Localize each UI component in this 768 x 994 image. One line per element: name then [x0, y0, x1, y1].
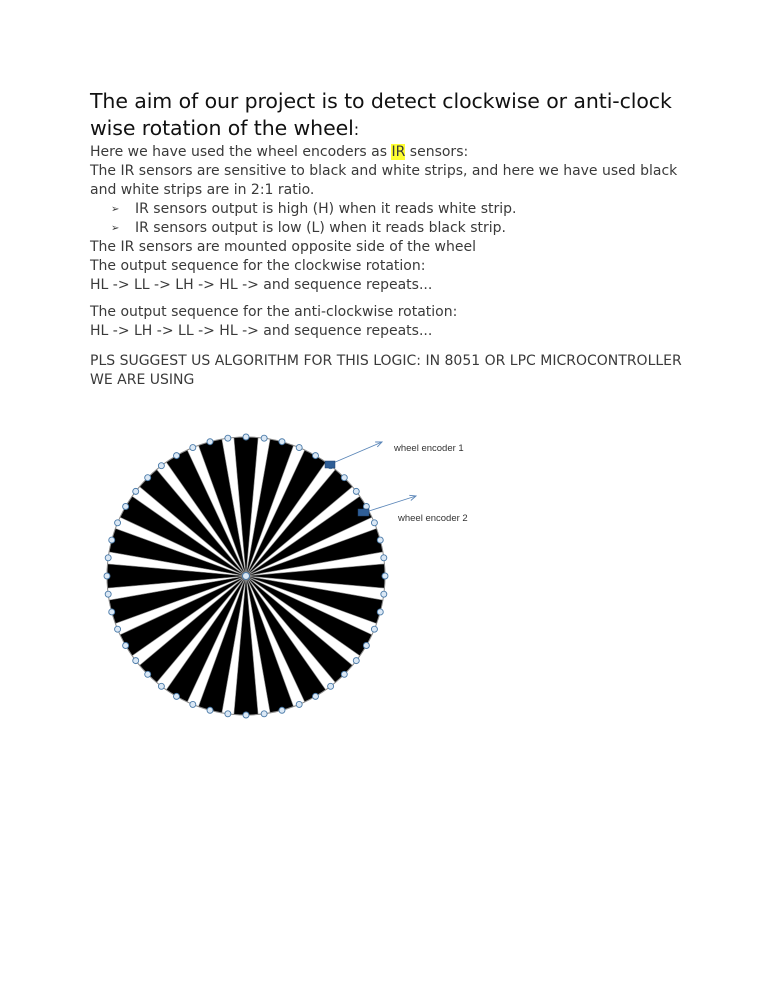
vertex-handle	[279, 707, 285, 713]
vertex-handle	[377, 537, 383, 543]
document-heading	[90, 88, 690, 143]
vertex-handle	[190, 701, 196, 707]
heading-line-1: The aim of our project is to detect clockwise or anti-clock	[90, 89, 672, 113]
vertex-handle	[328, 683, 334, 689]
sensitivity-paragraph	[90, 162, 690, 200]
document-body	[90, 88, 690, 390]
clockwise-sequence: HL -> LL -> LH -> HL -> and sequence repeats...	[90, 277, 433, 293]
vertex-handle	[296, 445, 302, 451]
vertex-handle	[133, 658, 139, 664]
sensitivity-line-2: and white strips are in 2:1 ratio.	[90, 182, 315, 198]
vertex-handle	[243, 434, 249, 440]
encoder-2-sensor	[358, 509, 369, 516]
anticlockwise-sequence: HL -> LH -> LL -> HL -> and sequence repeats...	[90, 323, 433, 339]
vertex-handle	[382, 573, 388, 579]
vertex-handle	[145, 671, 151, 677]
vertex-handle	[243, 712, 249, 718]
vertex-handle	[225, 435, 231, 441]
vertex-handle	[190, 445, 196, 451]
heading-colon: :	[353, 120, 359, 139]
intro-prefix: Here we have used the wheel encoders as	[90, 144, 392, 160]
intro-paragraph	[90, 143, 690, 162]
vertex-handle	[104, 573, 110, 579]
anticlockwise-label: The output sequence for the anti-clockwise rotation:	[90, 304, 458, 320]
vertex-handle	[261, 435, 267, 441]
request-line-2: WE ARE USING	[90, 372, 195, 388]
vertex-handle	[261, 711, 267, 717]
vertex-handle	[158, 463, 164, 469]
list-item	[111, 219, 690, 238]
request-paragraph	[90, 352, 690, 390]
vertex-handle	[363, 643, 369, 649]
sensitivity-line-1: The IR sensors are sensitive to black and white strips, and here we have used black	[90, 163, 678, 179]
clockwise-label: The output sequence for the clockwise rotation:	[90, 258, 426, 274]
vertex-handle	[296, 701, 302, 707]
request-line-1: PLS SUGGEST US ALGORITHM FOR THIS LOGIC: IN 8051 OR LPC MICROCONTROLLER	[90, 353, 682, 369]
vertex-handle	[341, 475, 347, 481]
bullet-text: IR sensors output is high (H) when it reads white strip.	[135, 201, 517, 217]
vertex-handle	[133, 488, 139, 494]
vertex-handle	[279, 439, 285, 445]
vertex-handle	[109, 537, 115, 543]
vertex-handle	[207, 707, 213, 713]
vertex-handle	[115, 520, 121, 526]
wheel-encoder-diagram	[100, 425, 500, 735]
bullet-arrow-icon: ➢	[111, 204, 120, 215]
vertex-handle	[341, 671, 347, 677]
vertex-handle	[381, 591, 387, 597]
list-item	[111, 200, 690, 219]
heading-line-2: wise rotation of the wheel	[90, 116, 354, 140]
sensor-output-list	[90, 200, 690, 238]
vertex-handle	[158, 683, 164, 689]
encoder-1-sensor	[325, 461, 335, 468]
vertex-handle	[225, 711, 231, 717]
vertex-handle	[207, 439, 213, 445]
encoder-2-arrow	[369, 496, 416, 511]
vertex-handle	[353, 658, 359, 664]
vertex-handle	[174, 453, 180, 459]
vertex-handle	[313, 693, 319, 699]
vertex-handle	[105, 591, 111, 597]
vertex-handle	[381, 555, 387, 561]
vertex-handle	[123, 504, 129, 510]
vertex-handle	[313, 453, 319, 459]
vertex-handle	[174, 693, 180, 699]
vertex-handle	[377, 609, 383, 615]
encoder-2-label: wheel encoder 2	[398, 513, 468, 524]
vertex-handle	[353, 488, 359, 494]
vertex-handle	[109, 609, 115, 615]
encoder-1-arrow	[333, 442, 382, 463]
vertex-handle	[371, 520, 377, 526]
vertex-handle	[115, 626, 121, 632]
bullet-arrow-icon: ➢	[111, 223, 120, 234]
highlighted-ir-text: IR	[391, 144, 406, 160]
bullet-text: IR sensors output is low (L) when it reads black strip.	[135, 220, 506, 236]
vertex-handle	[105, 555, 111, 561]
vertex-handle	[145, 475, 151, 481]
vertex-handle	[371, 626, 377, 632]
encoder-1-label: wheel encoder 1	[394, 443, 464, 454]
wheel-encoder-1-callout	[325, 442, 464, 468]
mounting-text: The IR sensors are mounted opposite side of the wheel	[90, 239, 476, 255]
vertex-handle	[123, 643, 129, 649]
center-handle	[243, 573, 250, 580]
intro-suffix: sensors:	[405, 144, 469, 160]
vertex-handle	[363, 504, 369, 510]
